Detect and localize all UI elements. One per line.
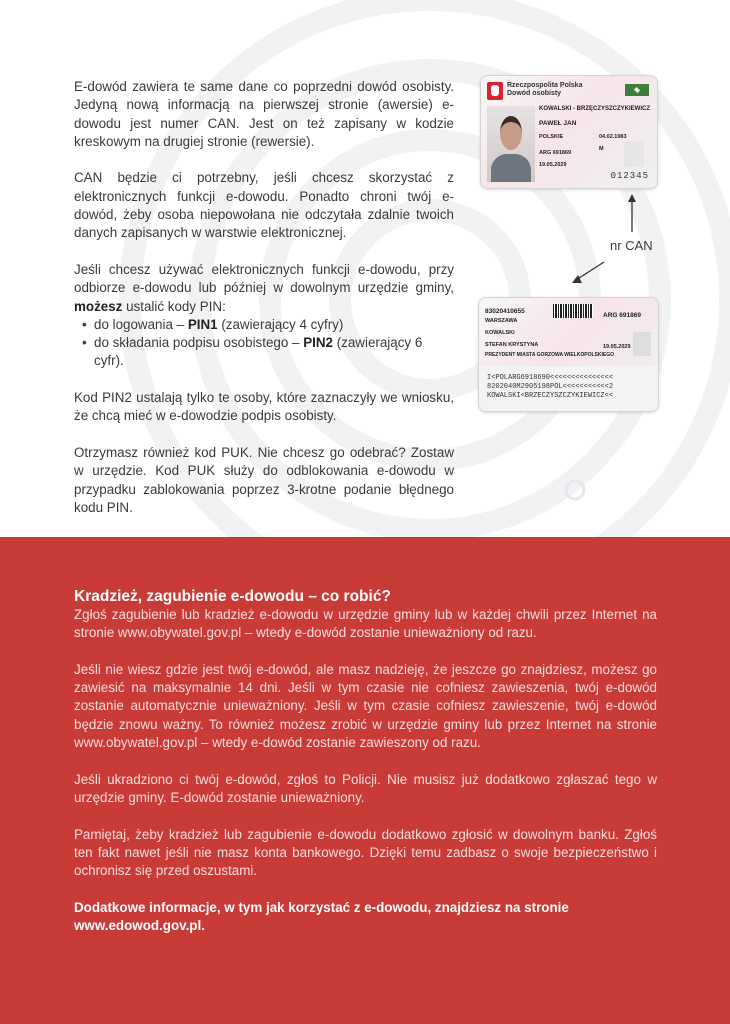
more-info-text: Dodatkowe informacje, w tym jak korzystać z e-dowodu, znajdziesz na stronie www.edowod.gov.pl. [74, 899, 569, 934]
theft-section [74, 587, 657, 954]
intro-paragraph: Kod PIN2 ustalają tylko te osoby, które zaznaczyły we wniosku, że chcą mieć w e-dowodzie podpis osobisty. [74, 390, 454, 424]
theft-paragraph: Jeśli nie wiesz gdzie jest twój e-dowód, ale masz nadzieję, że jeszcze go znajdziesz, możesz go zawiesić na maksymalnie 14 dni. Jeśli w tym czasie nie cofniesz zawieszenia, twój e-dowód zostanie automatycznie unieważniony. Jeśli w tym czasie cofniesz zawieszenie, twój e-dowód będzie znowu ważny. To również możesz zrobić w urzędzie gminy lub przez Internet na stronie www.obywatel.gov.pl – wtedy e-dowód zostanie zawieszony od razu. [74, 661, 657, 751]
pesel: 83020410655 [485, 308, 525, 315]
can-number: 012345 [610, 171, 649, 181]
mrz-line: 8202040M2905198POL<<<<<<<<<<<2 [487, 383, 614, 391]
can-label: nr CAN [610, 238, 653, 253]
nationality: POLSKIE [539, 134, 564, 140]
intro-paragraph: E-dowód zawiera te same dane co poprzedni dowód osobisty. Jedyną nową informacją na pierwszej stronie (awersie) e-dowodu jest numer CAN. Jest on też zapisany w kodzie kreskowym na drugiej stronie (rewersie). [74, 79, 454, 149]
sex: M [599, 146, 604, 152]
expiry-date: 19.05.2029 [539, 162, 567, 168]
theft-paragraph: Jeśli ukradziono ci twój e-dowód, zgłoś to Policji. Nie musisz już dodatkowo zgłaszać tego w urzędzie gminy. E-dowód zostanie unieważniony. [74, 771, 657, 805]
text: do logowania – [94, 316, 188, 332]
theft-paragraph: Zgłoś zagubienie lub kradzież e-dowodu w urzędzie gminy lub w każdej chwili przez Internet na stronie www.obywatel.gov.pl – wtedy e-dowód zostanie unieważniony od razu. [74, 607, 657, 641]
intro-paragraph: CAN będzie ci potrzebny, jeśli chcesz skorzystać z elektronicznych funkcji e-dowodu. Ponadto chroni twój e-dowód, żeby osoba niepowołana nie odczytała zdalnie twoich danych zapisanych w warstwie elektronicznej. [74, 170, 454, 241]
id-number: ARG 691869 [603, 312, 641, 319]
theft-paragraph: Pamiętaj, żeby kradzież lub zagubienie e-dowodu dodatkowo zgłosić w dowolnym banku. Zgłoś ten fakt nawet jeśli nie masz konta bankowego. Dzięki temu zadbasz o swoje bezpieczeństwo i ochronisz się przed oszustami. [74, 826, 657, 879]
mrz-line: I<POLARG6918690<<<<<<<<<<<<<<< [487, 374, 614, 382]
text: do składania podpisu osobistego – [94, 335, 304, 351]
bold-text: PIN1 [187, 316, 218, 332]
intro-paragraph: Otrzymasz również kod PUK. Nie chcesz go odebrać? Zostaw w urzędzie. Kod PUK służy do odblokowania e-dowodu w przypadku zablokowania poprzez 3-krotne podanie błędnego kodu PIN. [74, 444, 454, 515]
arrow-down-left-icon [576, 262, 604, 280]
parents-names: STEFAN KRYSTYNA [485, 342, 539, 348]
text: (zawierający 6 cyfr). [94, 335, 423, 369]
place-of-birth: WARSZAWA [485, 318, 518, 324]
issue-date: 19.05.2029 [603, 344, 631, 350]
section-heading: Kradzież, zagubienie e-dowodu – co robić? [74, 588, 391, 605]
bold-text: możesz [74, 298, 123, 314]
family-name: KOWALSKI [485, 330, 515, 336]
text: Jeśli chcesz używać elektronicznych funkcji e-dowodu, przy odbiorze e-dowodu lub później w dowolnym urzędzie gminy, [74, 261, 454, 296]
mrz-line: KOWALSKI<BRZECZYSZCZYKIEWICZ<< [487, 392, 614, 400]
text: ustalić kody PIN: [122, 298, 226, 314]
bold-text: PIN2 [303, 335, 333, 351]
card-title-line: Rzeczpospolita Polska [507, 82, 583, 89]
id-number: ARG 691869 [539, 150, 572, 156]
given-names: PAWEŁ JAN [539, 120, 577, 127]
text: (zawierający 4 cyfry) [217, 316, 344, 332]
card-title-line: Dowód osobisty [507, 90, 562, 97]
birth-date: 04.02.1983 [599, 134, 627, 140]
issuing-authority: PREZYDENT MIASTA GORZOWA WIELKOPOLSKIEGO [485, 352, 614, 358]
surname: KOWALSKI - BRZĘCZYSZCZYKIEWICZ [539, 106, 650, 112]
